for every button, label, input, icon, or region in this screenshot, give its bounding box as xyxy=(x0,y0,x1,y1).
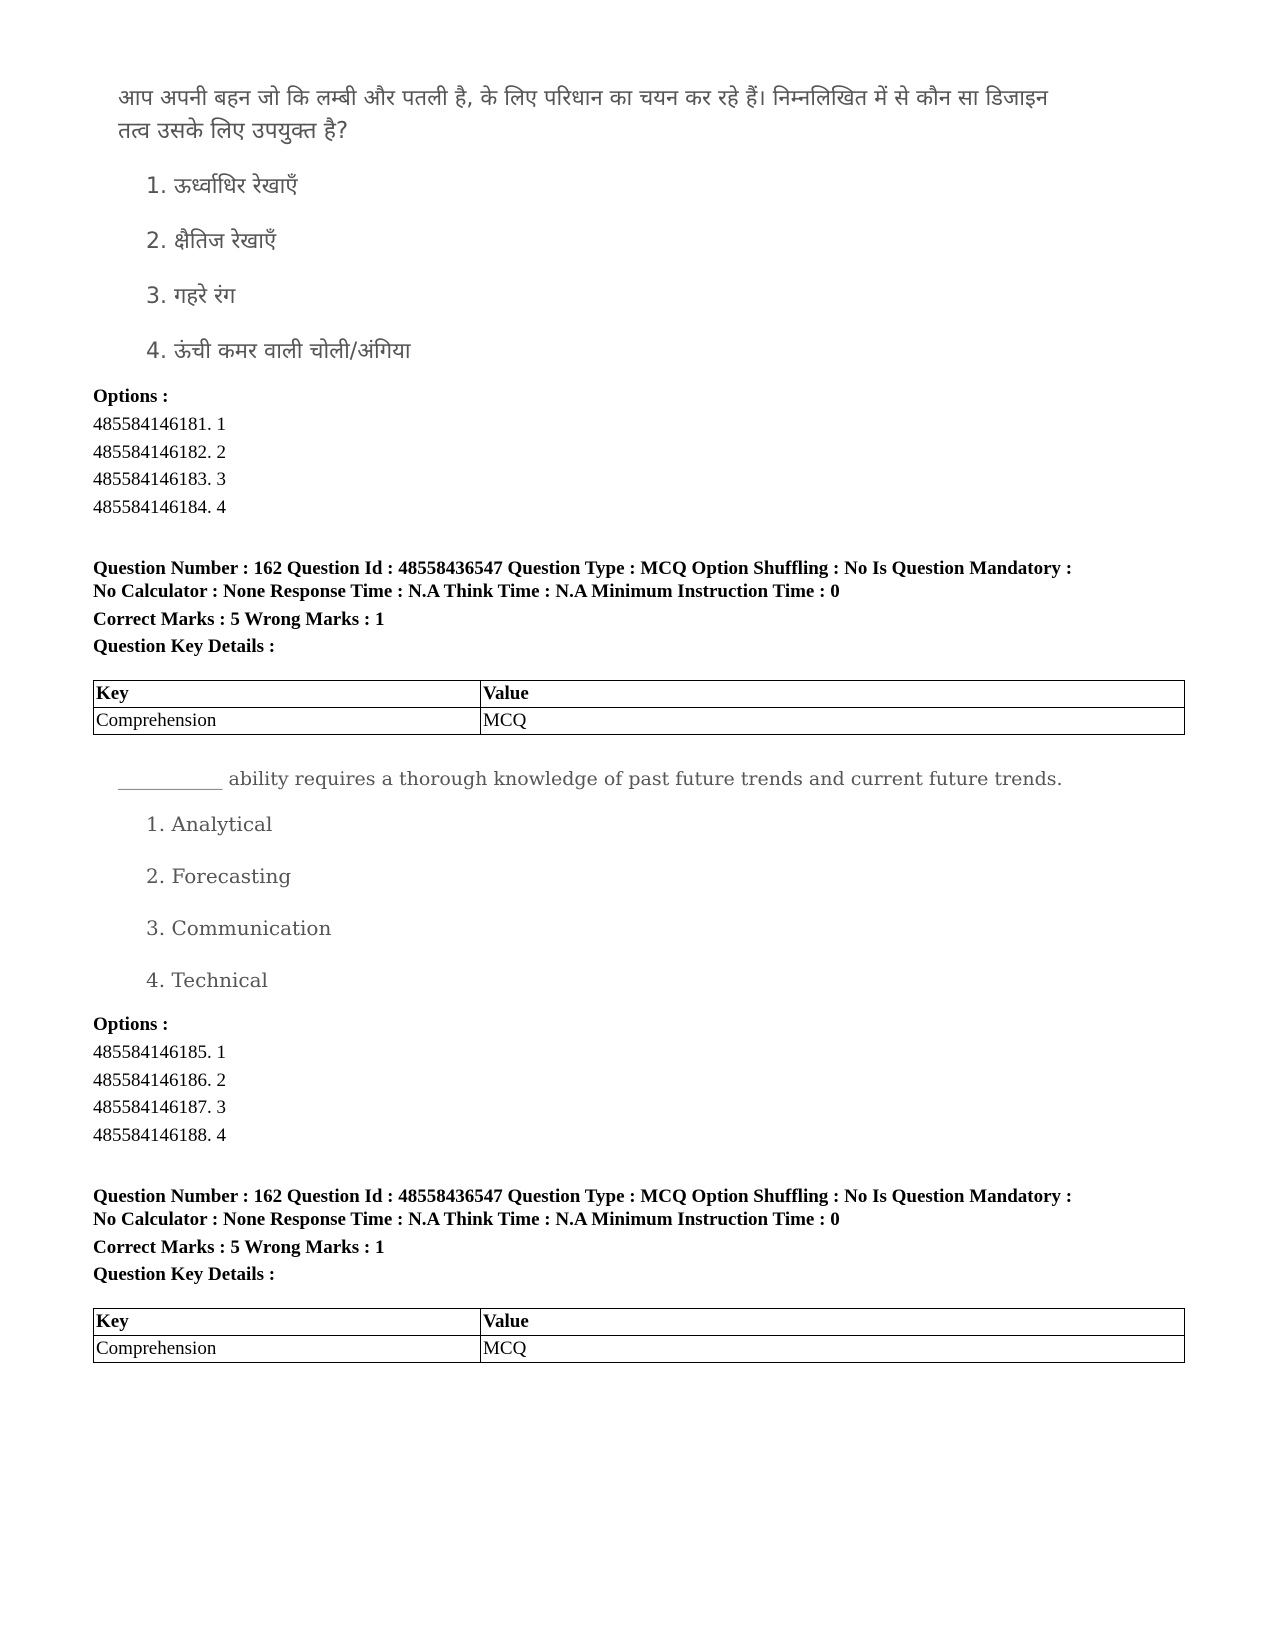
table-cell-key: Comprehension xyxy=(94,1336,481,1363)
meta-line-2: No Calculator : None Response Time : N.A Think Time : N.A Minimum Instruction Time : 0 xyxy=(93,1209,840,1230)
options-label: Options : xyxy=(93,1014,169,1035)
table-header-key: Key xyxy=(94,1309,481,1336)
table-header-row xyxy=(94,681,1185,708)
option-item: 485584146185. 1 xyxy=(93,1042,226,1063)
option-item: 485584146182. 2 xyxy=(93,442,226,463)
question-choice-2: 2. क्षैतिज रेखाएँ xyxy=(146,229,277,254)
marks-line: Correct Marks : 5 Wrong Marks : 1 xyxy=(93,1237,385,1258)
table-row xyxy=(94,708,1185,735)
options-section-2 xyxy=(93,1014,1193,1154)
option-item: 485584146184. 4 xyxy=(93,497,226,518)
options-section-1 xyxy=(93,386,1193,526)
meta-line-1: Question Number : 162 Question Id : 48558436547 Question Type : MCQ Option Shuffling : No Is Question Mandatory : xyxy=(93,1186,1073,1207)
key-details-label: Question Key Details : xyxy=(93,636,276,657)
table-row xyxy=(94,1336,1185,1363)
key-details-table-2 xyxy=(93,1308,1185,1363)
question-choice-1: 1. ऊर्ध्वाधिर रेखाएँ xyxy=(146,174,298,199)
question-image-hindi xyxy=(118,82,1238,372)
meta-line-1: Question Number : 162 Question Id : 48558436547 Question Type : MCQ Option Shuffling : No Is Question Mandatory : xyxy=(93,558,1073,579)
option-item: 485584146187. 3 xyxy=(93,1097,226,1118)
question-meta-1 xyxy=(93,558,1193,658)
table-cell-value: MCQ xyxy=(481,708,1185,735)
question-choice-4: 4. ऊंची कमर वाली चोली/अंगिया xyxy=(146,339,411,364)
table-cell-value: MCQ xyxy=(481,1336,1185,1363)
option-item: 485584146188. 4 xyxy=(93,1125,226,1146)
table-cell-key: Comprehension xyxy=(94,708,481,735)
table-header-value: Value xyxy=(481,1309,1185,1336)
table-header-value: Value xyxy=(481,681,1185,708)
option-item: 485584146183. 3 xyxy=(93,469,226,490)
option-item: 485584146186. 2 xyxy=(93,1070,226,1091)
option-item: 485584146181. 1 xyxy=(93,414,226,435)
key-details-table-1 xyxy=(93,680,1185,735)
question-meta-2 xyxy=(93,1186,1193,1286)
table-header-key: Key xyxy=(94,681,481,708)
meta-line-2: No Calculator : None Response Time : N.A Think Time : N.A Minimum Instruction Time : 0 xyxy=(93,581,840,602)
question-stem-line-1: ___________ ability requires a thorough knowledge of past future trends and current future trends. xyxy=(118,768,1063,790)
marks-line: Correct Marks : 5 Wrong Marks : 1 xyxy=(93,609,385,630)
question-stem-line-1: आप अपनी बहन जो कि लम्बी और पतली है, के लिए परिधान का चयन कर रहे हैं। निम्नलिखित में से कौन सा डिजाइन xyxy=(118,86,1048,111)
question-choice-4: 4. Technical xyxy=(146,968,268,992)
options-label: Options : xyxy=(93,386,169,407)
question-choice-3: 3. गहरे रंग xyxy=(146,284,236,309)
question-choice-1: 1. Analytical xyxy=(146,812,273,836)
question-choice-2: 2. Forecasting xyxy=(146,864,292,888)
table-header-row xyxy=(94,1309,1185,1336)
question-stem-line-2: तत्व उसके लिए उपयुक्त है? xyxy=(118,118,349,144)
key-details-label: Question Key Details : xyxy=(93,1264,276,1285)
question-choice-3: 3. Communication xyxy=(146,916,332,940)
question-image-english xyxy=(118,762,1118,1002)
